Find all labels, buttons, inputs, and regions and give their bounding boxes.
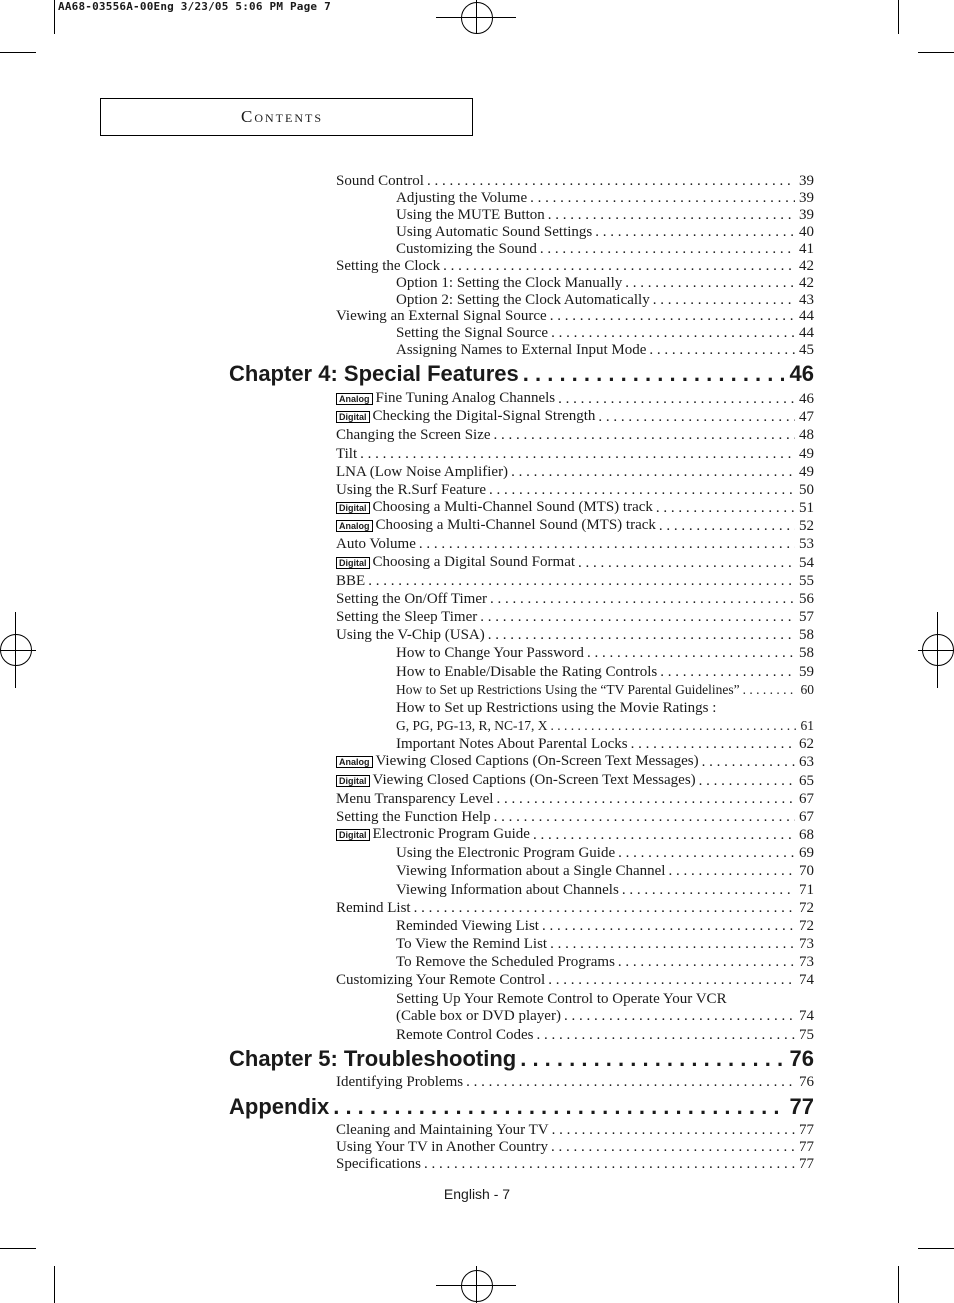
toc-subentry bbox=[396, 953, 814, 971]
toc-entry bbox=[336, 626, 814, 644]
toc-entry bbox=[336, 535, 814, 553]
entry-title bbox=[336, 1155, 421, 1173]
dot-leader bbox=[491, 426, 795, 444]
entry-title bbox=[336, 481, 486, 499]
dot-leader bbox=[357, 445, 795, 463]
toc-subentry bbox=[396, 189, 814, 207]
digital-badge-icon: Digital bbox=[336, 829, 370, 841]
dot-leader bbox=[615, 953, 795, 971]
digital-badge-icon: Digital bbox=[336, 411, 370, 423]
entry-text: Changing the Screen Size bbox=[336, 427, 491, 443]
dot-leader bbox=[584, 644, 795, 662]
entry-text: Remind List bbox=[336, 900, 411, 916]
entry-text: How to Enable/Disable the Rating Controls bbox=[396, 664, 658, 680]
entry-text: Using the V-Chip (USA) bbox=[336, 627, 485, 643]
digital-badge-icon: Digital bbox=[336, 775, 370, 787]
entry-page-number: 55 bbox=[799, 573, 814, 589]
toc-entry bbox=[336, 899, 814, 917]
entry-text: How to Set up Restrictions using the Movie Ratings : bbox=[396, 700, 717, 716]
entry-page-number: 51 bbox=[799, 500, 814, 516]
digital-badge-icon: Digital bbox=[336, 557, 370, 569]
entry-title bbox=[336, 590, 487, 608]
toc-entry bbox=[336, 1073, 814, 1091]
entry-page-number: 47 bbox=[799, 409, 814, 425]
toc-subentry bbox=[396, 844, 814, 862]
dot-leader bbox=[622, 274, 795, 292]
entry-page-number: 67 bbox=[799, 809, 814, 825]
entry-title bbox=[396, 240, 537, 258]
entry-text: Reminded Viewing List bbox=[396, 918, 539, 934]
entry-title bbox=[396, 990, 727, 1008]
entry-text: Option 2: Setting the Clock Automatically bbox=[396, 292, 650, 308]
registration-line bbox=[0, 650, 36, 651]
entry-title bbox=[336, 772, 696, 790]
entry-title bbox=[336, 808, 491, 826]
dot-leader bbox=[411, 899, 795, 917]
entry-text: BBE bbox=[336, 573, 366, 589]
dot-leader bbox=[421, 1155, 795, 1173]
toc-entry bbox=[336, 481, 814, 499]
dot-leader bbox=[329, 1093, 783, 1121]
dot-leader bbox=[656, 517, 795, 535]
entry-title bbox=[396, 953, 615, 971]
toc-subentry bbox=[396, 990, 814, 1008]
entry-title bbox=[336, 971, 545, 989]
registration-mark-top bbox=[461, 2, 493, 34]
entry-text: Identifying Problems bbox=[336, 1074, 464, 1090]
entry-page-number: 43 bbox=[799, 292, 814, 308]
entry-page-number: 63 bbox=[799, 754, 814, 770]
entry-page-number: 54 bbox=[799, 555, 814, 571]
entry-page-number: 74 bbox=[799, 1008, 814, 1024]
entry-text: Setting Up Your Remote Control to Operate Your VCR bbox=[396, 991, 727, 1007]
entry-page-number: 77 bbox=[799, 1156, 814, 1172]
chapter-title: Chapter 5: Troubleshooting bbox=[229, 1046, 517, 1071]
toc-entry bbox=[336, 826, 814, 844]
dot-leader bbox=[519, 360, 784, 388]
crop-mark bbox=[918, 1248, 954, 1249]
chapter-page-number: 46 bbox=[789, 361, 814, 386]
entry-title bbox=[336, 572, 365, 590]
entry-text: Customizing the Sound bbox=[396, 241, 537, 257]
toc-entry bbox=[336, 445, 814, 463]
entry-page-number: 44 bbox=[799, 325, 814, 341]
toc-subentry bbox=[396, 717, 814, 735]
toc-entry bbox=[336, 257, 814, 275]
entry-text: Assigning Names to External Input Mode bbox=[396, 342, 647, 358]
dot-leader bbox=[548, 1138, 795, 1156]
entry-title bbox=[336, 257, 440, 275]
entry-page-number: 45 bbox=[799, 342, 814, 358]
entry-text: Viewing Information about Channels bbox=[396, 882, 619, 898]
entry-page-number: 65 bbox=[799, 773, 814, 789]
dot-leader bbox=[440, 257, 795, 275]
entry-text: Setting the Sleep Timer bbox=[336, 609, 478, 625]
entry-page-number: 42 bbox=[799, 275, 814, 291]
crop-mark bbox=[898, 0, 899, 34]
entry-page-number: 71 bbox=[799, 882, 814, 898]
entry-page-number: 74 bbox=[799, 972, 814, 988]
toc-entry bbox=[336, 390, 814, 408]
entry-text: To View the Remind List bbox=[396, 936, 548, 952]
registration-line bbox=[15, 612, 16, 688]
entry-title bbox=[396, 699, 716, 717]
entry-title bbox=[336, 1073, 463, 1091]
entry-title bbox=[336, 408, 595, 426]
entry-text: Adjusting the Volume bbox=[396, 190, 528, 206]
toc-entry bbox=[336, 590, 814, 608]
registration-line bbox=[476, 0, 477, 34]
toc-entry bbox=[336, 517, 814, 535]
toc-entry bbox=[336, 753, 814, 771]
registration-line bbox=[937, 612, 938, 688]
entry-page-number: 44 bbox=[799, 308, 814, 324]
toc-subentry bbox=[396, 681, 814, 699]
entry-page-number: 48 bbox=[799, 427, 814, 443]
dot-leader bbox=[545, 971, 795, 989]
toc-entry bbox=[336, 572, 814, 590]
dot-leader bbox=[485, 626, 795, 644]
crop-mark bbox=[54, 1266, 55, 1303]
dot-leader bbox=[619, 881, 795, 899]
entry-page-number: 62 bbox=[799, 736, 814, 752]
page-footer: English - 7 bbox=[443, 1186, 511, 1202]
dot-leader bbox=[424, 172, 795, 190]
entry-title bbox=[336, 790, 493, 808]
entry-text: Important Notes About Parental Locks bbox=[396, 736, 628, 752]
dot-leader bbox=[534, 1026, 796, 1044]
entry-text: (Cable box or DVD player) bbox=[396, 1008, 561, 1024]
dot-leader bbox=[665, 862, 795, 880]
toc-entry bbox=[336, 426, 814, 444]
entry-title bbox=[336, 426, 491, 444]
dot-leader bbox=[628, 735, 795, 753]
entry-text: To Remove the Scheduled Programs bbox=[396, 954, 615, 970]
entry-text: Tilt bbox=[336, 446, 358, 462]
entry-text: Cleaning and Maintaining Your TV bbox=[336, 1122, 549, 1138]
entry-page-number: 72 bbox=[799, 918, 814, 934]
entry-page-number: 39 bbox=[799, 190, 814, 206]
entry-text: Viewing an External Signal Source bbox=[336, 308, 547, 324]
entry-page-number: 61 bbox=[800, 718, 814, 733]
entry-page-number: 58 bbox=[799, 645, 814, 661]
entry-title bbox=[396, 341, 646, 359]
dot-leader bbox=[595, 408, 795, 426]
dot-leader bbox=[527, 189, 795, 207]
dot-leader bbox=[491, 808, 795, 826]
dot-leader bbox=[508, 463, 795, 481]
entry-text: Auto Volume bbox=[336, 536, 416, 552]
entry-title bbox=[396, 206, 545, 224]
dot-leader bbox=[646, 341, 795, 359]
entry-title bbox=[396, 735, 628, 753]
toc-entry bbox=[336, 554, 814, 572]
entry-page-number: 53 bbox=[799, 536, 814, 552]
entry-title bbox=[336, 445, 357, 463]
entry-text: Viewing Closed Captions (On-Screen Text Messages) bbox=[372, 772, 696, 788]
dot-leader bbox=[699, 753, 795, 771]
digital-badge-icon: Digital bbox=[336, 502, 370, 514]
toc-subentry bbox=[396, 324, 814, 342]
entry-page-number: 59 bbox=[799, 664, 814, 680]
entry-page-number: 58 bbox=[799, 627, 814, 643]
entry-page-number: 46 bbox=[799, 391, 814, 407]
entry-title bbox=[336, 1138, 548, 1156]
print-slug: AA68-03556A-00Eng 3/23/05 5:06 PM Page 7 bbox=[58, 0, 331, 13]
dot-leader bbox=[365, 572, 795, 590]
registration-line bbox=[476, 1266, 477, 1303]
entry-text: Menu Transparency Level bbox=[336, 791, 494, 807]
entry-page-number: 60 bbox=[800, 682, 814, 697]
dot-leader bbox=[696, 772, 795, 790]
chapter-title: Appendix bbox=[229, 1094, 330, 1119]
entry-title bbox=[396, 274, 622, 292]
entry-title bbox=[336, 1121, 549, 1139]
dot-leader bbox=[463, 1073, 795, 1091]
dot-leader bbox=[615, 844, 795, 862]
dot-leader bbox=[493, 790, 795, 808]
entry-title bbox=[396, 862, 665, 880]
chapter-title: Chapter 4: Special Features bbox=[229, 361, 519, 386]
dot-leader bbox=[547, 307, 795, 325]
dot-leader bbox=[547, 935, 795, 953]
crop-mark bbox=[54, 0, 55, 34]
entry-title bbox=[396, 223, 592, 241]
entry-title bbox=[336, 307, 547, 325]
toc-subentry bbox=[396, 1026, 814, 1044]
entry-title bbox=[396, 681, 740, 699]
toc-entry bbox=[336, 790, 814, 808]
toc-entry bbox=[336, 1121, 814, 1139]
dot-leader bbox=[477, 608, 795, 626]
chapter-heading bbox=[229, 1093, 814, 1121]
dot-leader bbox=[549, 1121, 795, 1139]
entry-text: G, PG, PG-13, R, NC-17, X bbox=[396, 718, 548, 733]
toc-subentry bbox=[396, 862, 814, 880]
toc-subentry bbox=[396, 1007, 814, 1025]
registration-line bbox=[918, 650, 954, 651]
entry-title bbox=[396, 644, 584, 662]
entry-page-number: 39 bbox=[799, 207, 814, 223]
entry-title bbox=[396, 881, 619, 899]
entry-page-number: 67 bbox=[799, 791, 814, 807]
chapter-heading bbox=[229, 360, 814, 388]
entry-text: Choosing a Multi-Channel Sound (MTS) track bbox=[372, 499, 653, 515]
entry-page-number: 50 bbox=[799, 482, 814, 498]
chapter-heading bbox=[229, 1045, 814, 1073]
dot-leader bbox=[539, 917, 795, 935]
entry-text: Choosing a Digital Sound Format bbox=[372, 554, 576, 570]
entry-title bbox=[336, 535, 416, 553]
entry-title bbox=[336, 499, 653, 517]
toc-entry bbox=[336, 172, 814, 190]
entry-title bbox=[336, 172, 424, 190]
entry-page-number: 42 bbox=[799, 258, 814, 274]
entry-page-number: 73 bbox=[799, 954, 814, 970]
dot-leader bbox=[545, 206, 795, 224]
dot-leader bbox=[516, 1045, 783, 1073]
dot-leader bbox=[537, 240, 795, 258]
entry-page-number: 69 bbox=[799, 845, 814, 861]
analog-badge-icon: Analog bbox=[336, 520, 373, 532]
entry-text: Using Automatic Sound Settings bbox=[396, 224, 593, 240]
entry-text: Fine Tuning Analog Channels bbox=[375, 390, 556, 406]
entry-text: Using the Electronic Program Guide bbox=[396, 845, 616, 861]
entry-title bbox=[396, 717, 548, 735]
entry-page-number: 52 bbox=[799, 518, 814, 534]
dot-leader bbox=[416, 535, 795, 553]
entry-text: Remote Control Codes bbox=[396, 1027, 534, 1043]
analog-badge-icon: Analog bbox=[336, 756, 373, 768]
entry-text: Customizing Your Remote Control bbox=[336, 972, 546, 988]
dot-leader bbox=[657, 663, 795, 681]
entry-text: Sound Control bbox=[336, 173, 424, 189]
entry-title bbox=[336, 554, 575, 572]
entry-text: Using Your TV in Another Country bbox=[336, 1139, 548, 1155]
entry-title bbox=[336, 608, 477, 626]
dot-leader bbox=[530, 826, 795, 844]
entry-text: Checking the Digital-Signal Strength bbox=[372, 408, 596, 424]
toc-subentry bbox=[396, 206, 814, 224]
entry-page-number: 40 bbox=[799, 224, 814, 240]
dot-leader bbox=[555, 390, 795, 408]
entry-title bbox=[336, 826, 530, 844]
dot-leader bbox=[592, 223, 795, 241]
toc-entry bbox=[336, 772, 814, 790]
dot-leader bbox=[561, 1007, 795, 1025]
toc-entry bbox=[336, 808, 814, 826]
toc-subentry bbox=[396, 663, 814, 681]
entry-text: Viewing Closed Captions (On-Screen Text Messages) bbox=[375, 753, 699, 769]
entry-text: Setting the On/Off Timer bbox=[336, 591, 487, 607]
entry-text: How to Set up Restrictions Using the “TV Parental Guidelines” bbox=[396, 682, 740, 697]
toc-entry bbox=[336, 499, 814, 517]
toc-entry bbox=[336, 971, 814, 989]
entry-page-number: 70 bbox=[799, 863, 814, 879]
entry-title bbox=[396, 189, 527, 207]
dot-leader bbox=[548, 717, 797, 735]
toc-subentry bbox=[396, 274, 814, 292]
toc-subentry bbox=[396, 341, 814, 359]
dot-leader bbox=[548, 324, 795, 342]
entry-text: Using the MUTE Button bbox=[396, 207, 545, 223]
toc-subentry bbox=[396, 881, 814, 899]
crop-mark bbox=[918, 52, 954, 53]
entry-title bbox=[336, 517, 656, 535]
dot-leader bbox=[653, 499, 795, 517]
entry-title bbox=[336, 626, 485, 644]
dot-leader bbox=[740, 681, 797, 699]
toc-subentry bbox=[396, 240, 814, 258]
toc-entry bbox=[336, 408, 814, 426]
chapter-page-number: 77 bbox=[789, 1094, 814, 1119]
entry-page-number: 68 bbox=[799, 827, 814, 843]
crop-mark bbox=[0, 1248, 36, 1249]
toc-subentry bbox=[396, 644, 814, 662]
toc-entry bbox=[336, 608, 814, 626]
dot-leader bbox=[487, 590, 795, 608]
entry-title bbox=[396, 1007, 561, 1025]
toc-entry bbox=[336, 1155, 814, 1173]
toc-subentry bbox=[396, 223, 814, 241]
entry-text: Viewing Information about a Single Channel bbox=[396, 863, 666, 879]
entry-title bbox=[396, 663, 657, 681]
entry-text: Specifications bbox=[336, 1156, 421, 1172]
entry-page-number: 56 bbox=[799, 591, 814, 607]
entry-text: Using the R.Surf Feature bbox=[336, 482, 486, 498]
entry-title bbox=[336, 753, 699, 771]
entry-page-number: 39 bbox=[799, 173, 814, 189]
dot-leader bbox=[486, 481, 795, 499]
entry-text: Setting the Function Help bbox=[336, 809, 491, 825]
toc-subentry bbox=[396, 917, 814, 935]
entry-title bbox=[396, 1026, 534, 1044]
entry-text: Electronic Program Guide bbox=[372, 826, 530, 842]
entry-title bbox=[396, 917, 539, 935]
crop-mark bbox=[898, 1266, 899, 1303]
entry-title bbox=[396, 844, 615, 862]
entry-text: Setting the Signal Source bbox=[396, 325, 549, 341]
toc-subentry bbox=[396, 699, 814, 717]
toc-entry bbox=[336, 1138, 814, 1156]
entry-page-number: 73 bbox=[799, 936, 814, 952]
toc-subentry bbox=[396, 935, 814, 953]
crop-mark bbox=[0, 52, 36, 53]
chapter-page-number: 76 bbox=[789, 1046, 814, 1071]
entry-page-number: 57 bbox=[799, 609, 814, 625]
registration-mark-bottom bbox=[461, 1270, 493, 1302]
contents-header-box bbox=[100, 98, 473, 136]
page-title: Contents bbox=[241, 107, 324, 126]
toc-entry bbox=[336, 463, 814, 481]
entry-page-number: 49 bbox=[799, 464, 814, 480]
entry-title bbox=[336, 390, 555, 408]
analog-badge-icon: Analog bbox=[336, 393, 373, 405]
entry-text: Option 1: Setting the Clock Manually bbox=[396, 275, 623, 291]
entry-text: LNA (Low Noise Amplifier) bbox=[336, 464, 509, 480]
entry-title bbox=[396, 324, 548, 342]
entry-title bbox=[396, 935, 547, 953]
entry-page-number: 77 bbox=[799, 1122, 814, 1138]
entry-page-number: 77 bbox=[799, 1139, 814, 1155]
toc-entry bbox=[336, 307, 814, 325]
entry-text: How to Change Your Password bbox=[396, 645, 584, 661]
entry-page-number: 49 bbox=[799, 446, 814, 462]
dot-leader bbox=[575, 554, 795, 572]
entry-text: Choosing a Multi-Channel Sound (MTS) track bbox=[375, 517, 656, 533]
entry-page-number: 76 bbox=[799, 1074, 814, 1090]
entry-page-number: 41 bbox=[799, 241, 814, 257]
entry-page-number: 72 bbox=[799, 900, 814, 916]
entry-title bbox=[336, 899, 411, 917]
entry-page-number: 75 bbox=[799, 1027, 814, 1043]
entry-title bbox=[336, 463, 508, 481]
entry-text: Setting the Clock bbox=[336, 258, 441, 274]
toc-subentry bbox=[396, 735, 814, 753]
